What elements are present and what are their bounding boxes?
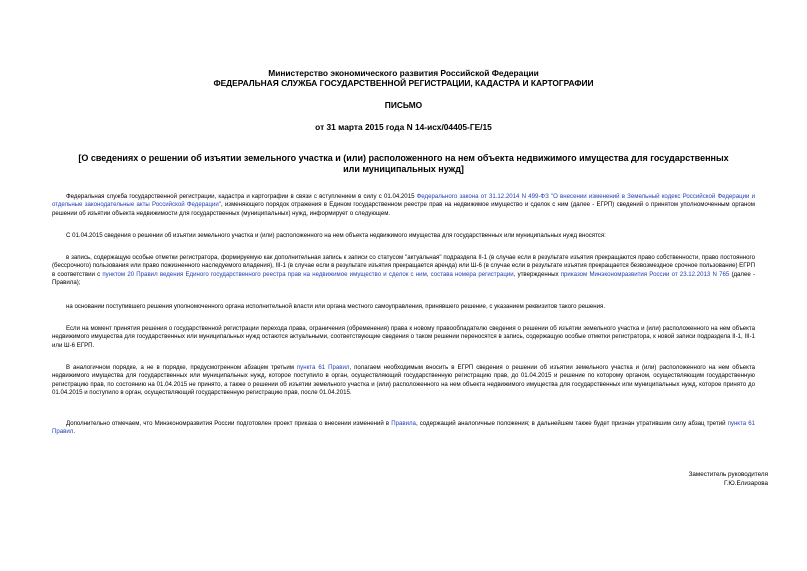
paragraph-text: В аналогичном порядке, а не в порядке, предусмотренном абзацем третьим xyxy=(66,364,297,371)
paragraph-basis: на основании поступившего решения уполномоченного органа исполнительной власти или органа местного самоуправления, принявшего решение, с указанием реквизитов такого решения. xyxy=(66,303,606,310)
paragraph-text: Дополнительно отмечаем, что Минэкономразвития России подготовлен проект приказа о внесении изменений в xyxy=(66,420,392,427)
ministry-name: Министерство экономического развития Российской Федерации xyxy=(268,68,539,78)
paragraph-similar-order xyxy=(52,364,755,397)
signature-position: Заместитель руководителя xyxy=(688,471,768,478)
paragraph-transfer: Если на момент принятия решения о государственной регистрации перехода права, ограничения (обременения) права к новому правообладателю сведения о решении об изъятии земельного участка и (или) расположенного на нем объекта недвижимого имущества для государственных или муниципальных нужд остаются актуальными, соответствующие сведения о таком решении переносятся в запись, содержащую особые отметки регистратора, к новой записи подраздела II-1, III-1 или Ш-6 ЕГРП. xyxy=(52,325,755,349)
signature-name: Г.Ю.Елизарова xyxy=(723,480,768,487)
document-type: ПИСЬМО xyxy=(384,100,423,110)
service-name: ФЕДЕРАЛЬНАЯ СЛУЖБА ГОСУДАРСТВЕННОЙ РЕГИСТРАЦИИ, КАДАСТРА И КАРТОГРАФИИ xyxy=(213,78,594,88)
paragraph-intro xyxy=(52,193,755,218)
paragraph-text: . xyxy=(73,428,76,436)
paragraph-additional xyxy=(52,420,755,437)
paragraph-record-entry xyxy=(52,254,755,287)
rules-link[interactable]: Правила xyxy=(391,420,416,427)
rules-item-20-link[interactable]: пунктом 20 Правил ведения Единого государственного реестра прав на недвижимое имущество и сделок с ним, состава номера регистрации xyxy=(102,270,514,278)
rules-item-61-link-2[interactable]: пункта 61 Правил xyxy=(52,420,755,436)
paragraph-text: , изменяющего порядок отражения в Едином государственном реестре прав на недвижимое имущество и сделок с ним (далее - ЕГРП) сведений о принятом уполномоченным органом решении об изъятии объекта недвижимости для государственных (муниципальных) нужд, информирует о следующем. xyxy=(52,201,755,217)
paragraph-text: , содержащий аналогичные положения; в дальнейшем также будет признан утратившим силу абзац третий xyxy=(415,420,728,427)
paragraph-text: , утвержденных xyxy=(513,270,561,278)
paragraph-text: , полагаем необходимым вносить в ЕГРП сведения о решении об изъятии земельного участка и (или) расположенного на нем объекта недвижимого имущества для государственных или муниципальных нужд, которое поступило в орган, осуществляющий государственную регистрацию прав, до 01.04.2015 и решение по которому органом, осуществляющим государственную регистрацию прав, по состоянию на 01.04.2015 не принято, а также о решении об изъятии земельного участка и (или) расположенного на нем объекта недвижимого имущества для государственных или муниципальных нужд, которое принято до 01.04.2015 и поступило в орган, осуществляющий государственную регистрацию прав, после 01.04.2015. xyxy=(52,364,756,396)
federal-law-link[interactable]: Федерального закона от 31.12.2014 N 499-ФЗ "О внесении изменений в Земельный кодекс Российской Федерации и отдельные законодательные акты Российской Федерации" xyxy=(52,193,755,209)
paragraph-entries-intro: С 01.04.2015 сведения о решении об изъятии земельного участка и (или) расположенного на нем объекта недвижимого имущества для государственных или муниципальных нужд вносятся: xyxy=(66,232,606,239)
document-subject: [О сведениях о решении об изъятии земельного участка и (или) расположенного на нем объекта недвижимого имущества для государственных или муниципальных нужд] xyxy=(78,153,729,174)
rules-item-61-link[interactable]: пункта 61 Правил xyxy=(296,364,350,371)
paragraph-text: Федеральная служба государственной регистрации, кадастра и картографии в связи с вступлением в силу с 01.04.2015 xyxy=(66,193,417,200)
paragraph-text: в запись, содержащую особые отметки регистратора, формируемую как дополнительная запись к записи со статусом "актуальная" подраздела II-1 (в случае если в результате изъятия прекращаются право собственности, право постоянного (бессрочного) пользования или право пожизненного наследуемого владения), III-1 (в случае если в результате изъятия прекращается аренда) или Ш-6 (в случае если в результате изъятия прекращается безвозмездное срочное пользование) ЕГРП в соответствии с xyxy=(52,254,755,278)
document-date-number: от 31 марта 2015 года N 14-исх/04405-ГЕ/15 xyxy=(315,122,492,132)
order-765-link[interactable]: приказом Минэкономразвития России от 23.12.2013 N 765 xyxy=(560,270,730,278)
paragraph-text: (далее - Правила); xyxy=(52,270,755,286)
